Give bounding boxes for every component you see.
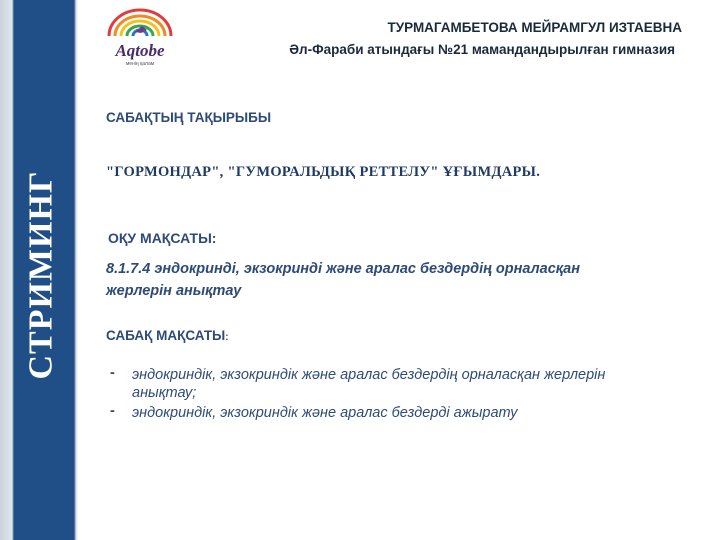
svg-text:Aqtobe: Aqtobe	[115, 41, 165, 60]
goal-text: эндокриндік, экзокриндік және аралас бездерді ажырату	[132, 405, 518, 421]
topic-label: САБАҚТЫҢ ТАҚЫРЫБЫ	[106, 110, 272, 125]
author-name: ТУРМАГАМБЕТОВА МЕЙРАМГУЛ ИЗТАЕВНА	[387, 20, 682, 35]
sidebar-label: СТРИМИНГ	[23, 170, 60, 380]
learning-objective-label: ОҚУ МАҚСАТЫ:	[108, 230, 217, 246]
bullet-dash: -	[110, 365, 115, 381]
lesson-objectives-label-text: САБАҚ МАҚСАТЫ	[106, 328, 226, 343]
list-item	[106, 404, 666, 422]
learning-objective-text: 8.1.7.4 эндокринді, экзокринді және аралас бездердің орналасқан жерлерін анықтау	[106, 261, 580, 299]
sidebar-label-wrap	[12, 170, 72, 380]
list-item	[106, 366, 666, 402]
aqtobe-logo	[95, 6, 185, 68]
svg-text:менің қалам: менің қалам	[125, 61, 155, 67]
goal-text: эндокриндік, экзокриндік және аралас бездердің орналасқан жерлерін анықтау;	[132, 367, 606, 401]
lesson-objectives-list	[106, 366, 666, 424]
lesson-objectives-colon: :	[225, 332, 229, 343]
bullet-dash: -	[110, 403, 115, 419]
school-name: Әл-Фараби атындағы №21 мамандандырылған гимназия	[289, 42, 675, 57]
topic-title: "ГОРМОНДАР", "ГУМОРАЛЬДЫҚ РЕТТЕЛУ" ҰҒЫМДАРЫ.	[106, 164, 541, 180]
lesson-objectives-label	[106, 328, 229, 343]
logo-graphic	[95, 6, 185, 68]
sidebar	[0, 0, 78, 540]
